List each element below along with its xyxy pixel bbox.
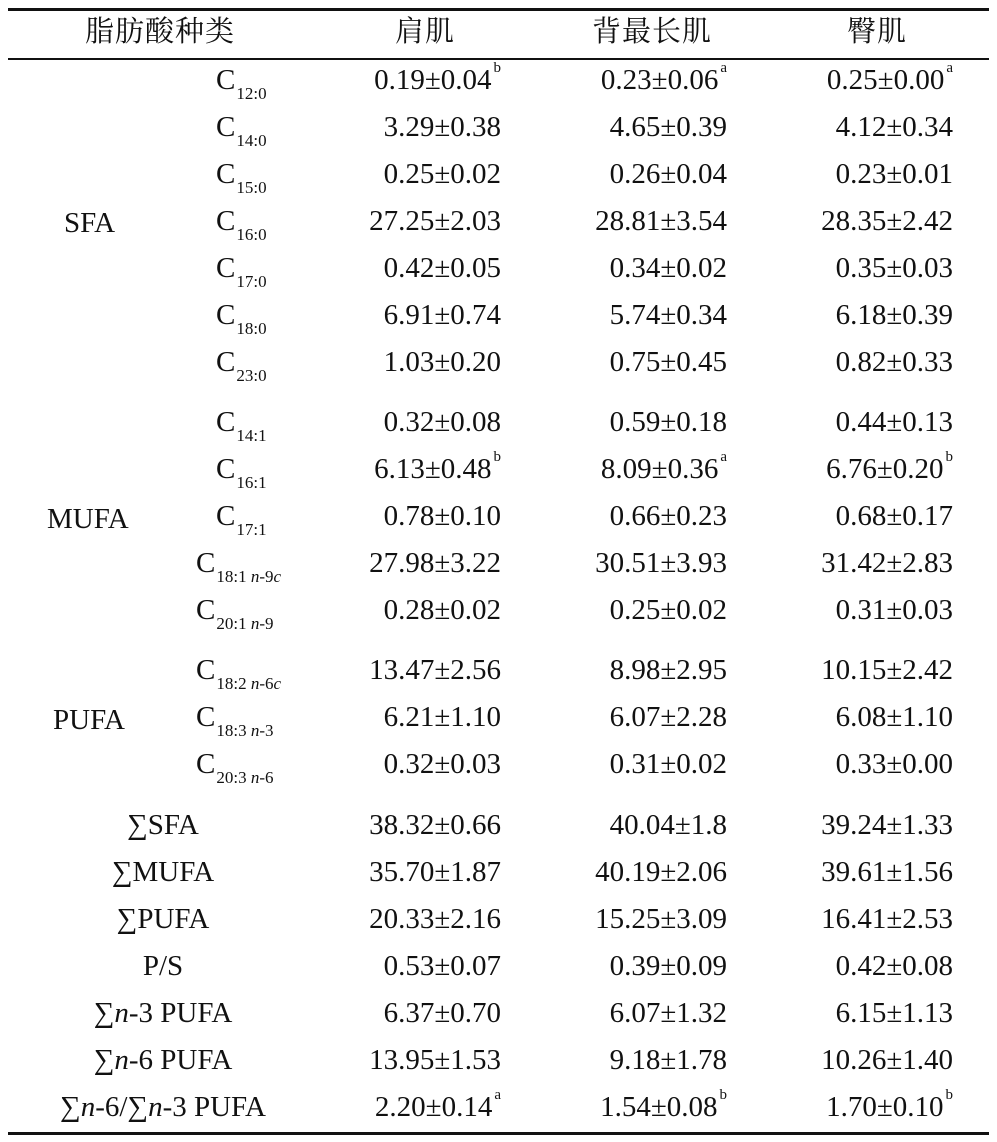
row-9-col1: 6.13±0.48 $^b$ (374, 449, 501, 485)
species-label: $C_{20:3 n-6}$ (196, 748, 274, 787)
row-14-col3: 6.08±1.10 (835, 701, 953, 733)
summary-label: P/S (142, 950, 184, 982)
row-14-col2: 6.07±2.28 (609, 701, 727, 733)
significance-mark: a (946, 60, 953, 76)
sum-6-col1: 13.95±1.53 (369, 1044, 501, 1076)
species-subscript: 18:0 (236, 319, 267, 338)
subscript-italic: n (250, 567, 260, 586)
row-13-col3: 10.15±2.42 (821, 654, 953, 686)
species-label: $C_{17:0}$ (216, 252, 267, 291)
row-12-col2: 0.25±0.02 (609, 594, 727, 626)
row-11-col1: 27.98±3.22 (369, 547, 501, 579)
row-4-col2: 28.81±3.54 (595, 205, 727, 237)
group-pufa: PUFA (53, 704, 125, 736)
row-9-col3: 6.76±0.20 $^b$ (826, 449, 953, 485)
subscript-italic: n (250, 614, 260, 633)
species-label: $C_{18:2 n-6c}$ (196, 654, 282, 693)
row-3-col3: 0.23±0.01 (835, 158, 953, 190)
species-label: $C_{15:0}$ (216, 158, 267, 197)
label-italic: n (148, 1091, 163, 1123)
sum-1-col3: 39.24±1.33 (821, 809, 953, 841)
sum-6-col3: 10.26±1.40 (821, 1044, 953, 1076)
row-11-col2: 30.51±3.93 (595, 547, 727, 579)
row-15-col1: 0.32±0.03 (383, 748, 501, 780)
subscript-italic: c (273, 567, 282, 586)
species-label: $C_{18:3 n-3}$ (196, 701, 274, 740)
row-6-col1: 6.91±0.74 (383, 299, 501, 331)
species-subscript: 17:1 (236, 520, 267, 539)
summary-label: ∑PUFA (116, 903, 210, 935)
row-2-col2: 4.65±0.39 (609, 111, 727, 143)
species-subscript: 18:2 n-6c (216, 674, 282, 693)
significance-mark: b (945, 449, 953, 465)
group-mufa: MUFA (47, 503, 129, 535)
subscript-italic: c (273, 674, 282, 693)
significance-mark: a (494, 1087, 501, 1103)
row-4-col1: 27.25±2.03 (369, 205, 501, 237)
sum-1-col1: 38.32±0.66 (369, 809, 501, 841)
sum-4-col3: 0.42±0.08 (835, 950, 953, 982)
row-4-col3: 28.35±2.42 (821, 205, 953, 237)
row-1-col1: 0.19±0.04 $^b$ (374, 60, 501, 96)
sum-7-col3: 1.70±0.10 $^b$ (826, 1087, 953, 1123)
species-label: $C_{12:0}$ (216, 64, 267, 103)
row-1-col2: 0.23±0.06 $^a$ (600, 60, 727, 96)
sum-2-col1: 35.70±1.87 (369, 856, 501, 888)
species-label: $C_{14:0}$ (216, 111, 267, 150)
species-subscript: 17:0 (236, 272, 267, 291)
species-label: $C_{16:0}$ (216, 205, 267, 244)
sum-4-col1: 0.53±0.07 (383, 950, 501, 982)
significance-mark: a (720, 449, 727, 465)
group-sfa: SFA (64, 207, 116, 239)
subscript-italic: n (250, 674, 260, 693)
row-7-col2: 0.75±0.45 (609, 346, 727, 378)
species-label: $C_{20:1 n-9}$ (196, 594, 274, 633)
species-subscript: 18:3 n-3 (216, 721, 274, 740)
sum-5-col3: 6.15±1.13 (835, 997, 953, 1029)
significance-mark: b (945, 1087, 953, 1103)
row-7-col3: 0.82±0.33 (835, 346, 953, 378)
summary-label: ∑n-6 PUFA (93, 1044, 233, 1076)
significance-mark: b (493, 449, 501, 465)
row-14-col1: 6.21±1.10 (383, 701, 501, 733)
species-subscript: 20:1 n-9 (216, 614, 274, 633)
species-subscript: 14:0 (236, 131, 267, 150)
summary-label: ∑n-3 PUFA (93, 997, 233, 1029)
row-8-col2: 0.59±0.18 (609, 406, 727, 438)
row-9-col2: 8.09±0.36 $^a$ (600, 449, 727, 485)
row-5-col1: 0.42±0.05 (383, 252, 501, 284)
sum-3-col3: 16.41±2.53 (821, 903, 953, 935)
row-15-col2: 0.31±0.02 (609, 748, 727, 780)
row-11-col3: 31.42±2.83 (821, 547, 953, 579)
row-12-col1: 0.28±0.02 (383, 594, 501, 626)
row-5-col2: 0.34±0.02 (609, 252, 727, 284)
row-5-col3: 0.35±0.03 (835, 252, 953, 284)
header-fatty-acid: 脂肪酸种类 (85, 14, 236, 48)
row-3-col2: 0.26±0.04 (609, 158, 727, 190)
sum-5-col1: 6.37±0.70 (383, 997, 501, 1029)
row-8-col3: 0.44±0.13 (835, 406, 953, 438)
significance-mark: b (719, 1087, 727, 1103)
species-label: $C_{17:1}$ (216, 500, 267, 539)
header-longissimus: 背最长肌 (592, 14, 713, 48)
species-subscript: 16:1 (236, 473, 267, 492)
label-italic: n (114, 997, 129, 1029)
label-italic: n (80, 1091, 96, 1123)
row-13-col2: 8.98±2.95 (609, 654, 727, 686)
bottom-rule (8, 1132, 989, 1135)
sum-3-col1: 20.33±2.16 (369, 903, 501, 935)
subscript-italic: n (250, 768, 260, 787)
sum-3-col2: 15.25±3.09 (595, 903, 727, 935)
row-1-col3: 0.25±0.00 $^a$ (826, 60, 953, 96)
row-8-col1: 0.32±0.08 (383, 406, 501, 438)
sum-6-col2: 9.18±1.78 (609, 1044, 727, 1076)
sum-4-col2: 0.39±0.09 (609, 950, 727, 982)
row-10-col1: 0.78±0.10 (383, 500, 501, 532)
species-label: $C_{16:1}$ (216, 453, 267, 492)
subscript-italic: n (250, 721, 260, 740)
species-subscript: 12:0 (236, 84, 267, 103)
summary-label: ∑n-6/∑n-3 PUFA (60, 1091, 266, 1123)
summary-label: ∑MUFA (111, 856, 215, 888)
sum-1-col2: 40.04±1.8 (609, 809, 727, 841)
species-label: $C_{18:0}$ (216, 299, 267, 338)
species-subscript: 23:0 (236, 366, 267, 385)
top-rule (8, 8, 989, 11)
species-label: $C_{18:1 n-9c}$ (196, 547, 282, 586)
species-subscript: 14:1 (236, 426, 267, 445)
sum-7-col1: 2.20±0.14 $^a$ (374, 1087, 501, 1123)
species-label: $C_{14:1}$ (216, 406, 267, 445)
row-12-col3: 0.31±0.03 (835, 594, 953, 626)
species-label: $C_{23:0}$ (216, 346, 267, 385)
row-13-col1: 13.47±2.56 (369, 654, 501, 686)
species-subscript: 16:0 (236, 225, 267, 244)
row-7-col1: 1.03±0.20 (383, 346, 501, 378)
label-italic: n (114, 1044, 129, 1076)
row-3-col1: 0.25±0.02 (383, 158, 501, 190)
sum-2-col2: 40.19±2.06 (595, 856, 727, 888)
summary-label: ∑SFA (127, 809, 199, 841)
sum-5-col2: 6.07±1.32 (609, 997, 727, 1029)
row-15-col3: 0.33±0.00 (835, 748, 953, 780)
row-2-col1: 3.29±0.38 (383, 111, 501, 143)
species-subscript: 15:0 (236, 178, 267, 197)
species-subscript: 18:1 n-9c (216, 567, 282, 586)
row-6-col2: 5.74±0.34 (609, 299, 727, 331)
header-gluteus: 臀肌 (847, 14, 908, 48)
row-6-col3: 6.18±0.39 (835, 299, 953, 331)
row-10-col2: 0.66±0.23 (609, 500, 727, 532)
species-subscript: 20:3 n-6 (216, 768, 274, 787)
sum-2-col3: 39.61±1.56 (821, 856, 953, 888)
header-shoulder: 肩肌 (395, 14, 456, 48)
significance-mark: b (493, 60, 501, 76)
significance-mark: a (720, 60, 727, 76)
row-10-col3: 0.68±0.17 (835, 500, 953, 532)
sum-7-col2: 1.54±0.08 $^b$ (600, 1087, 727, 1123)
row-2-col3: 4.12±0.34 (835, 111, 953, 143)
